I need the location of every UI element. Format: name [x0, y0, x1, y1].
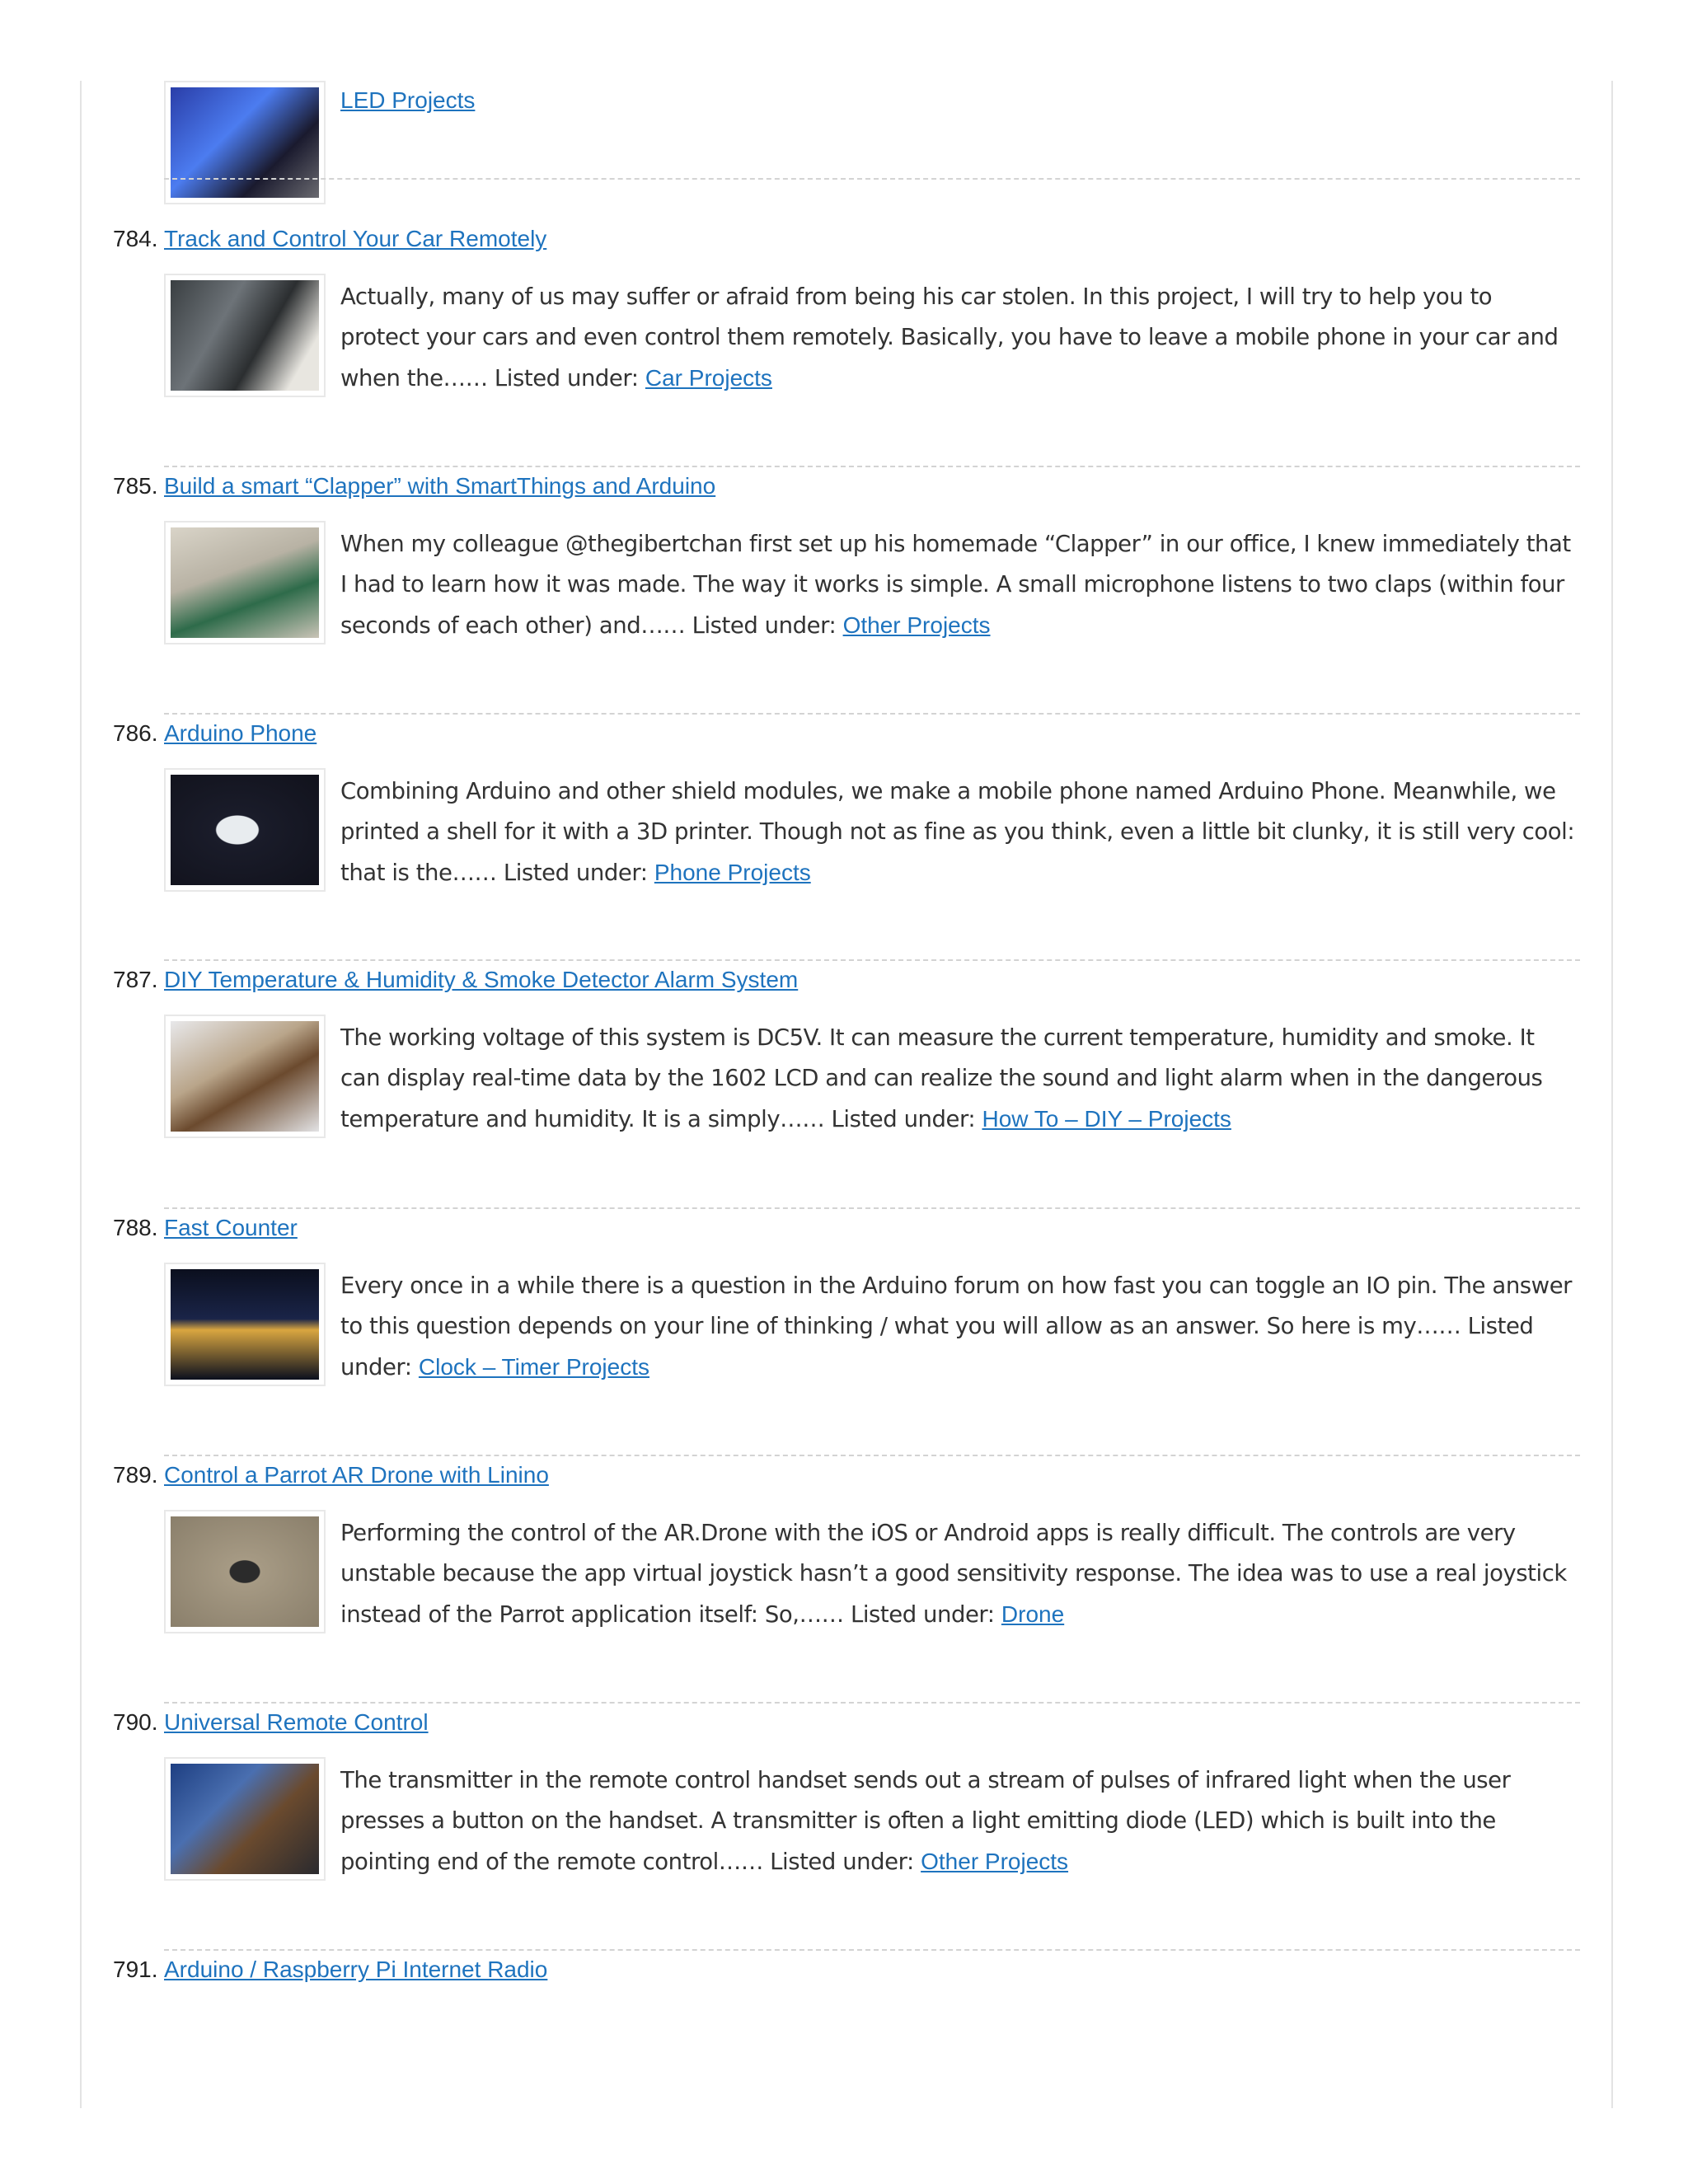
- thumbnail-image: [171, 1516, 319, 1627]
- led-projects-thumbnail[interactable]: [164, 81, 326, 204]
- entry-heading: [113, 1955, 547, 1985]
- entry-number: 786.: [113, 720, 158, 746]
- entry-title-link[interactable]: DIY Temperature & Humidity & Smoke Detector Alarm System: [164, 967, 799, 992]
- thumbnail-image: [171, 280, 319, 391]
- thumbnail-image: [171, 1764, 319, 1874]
- entry-number: 788.: [113, 1215, 158, 1240]
- entry-number: 790.: [113, 1709, 158, 1735]
- thumbnail-image: [171, 775, 319, 885]
- entry-description: Actually, many of us may suffer or afraid from being his car stolen. In this project, I will try to help you to protect your cars and even control them remotely. Basically, you have to leave a mobile phone in your car and when the…… Listed under: Car Projects: [340, 284, 1559, 391]
- entry-thumbnail[interactable]: [164, 1263, 326, 1386]
- project-list: [113, 0, 1580, 2184]
- entry-separator: [164, 1702, 1580, 1704]
- entry-thumbnail[interactable]: [164, 1510, 326, 1633]
- category-link[interactable]: Phone Projects: [654, 860, 811, 885]
- category-link[interactable]: Drone: [1001, 1601, 1065, 1627]
- entry-title-link[interactable]: Build a smart “Clapper” with SmartThings and Arduino: [164, 473, 716, 499]
- thumbnail-image: [171, 527, 319, 638]
- category-link[interactable]: How To – DIY – Projects: [982, 1106, 1231, 1132]
- entry-title-link[interactable]: Arduino Phone: [164, 720, 317, 746]
- entry-separator: [164, 713, 1580, 715]
- entry-thumbnail[interactable]: [164, 274, 326, 397]
- entry-heading: [113, 965, 798, 995]
- entry-thumbnail[interactable]: [164, 1757, 326, 1881]
- category-link[interactable]: Clock – Timer Projects: [418, 1354, 649, 1380]
- entry-heading: [113, 1213, 298, 1243]
- entry-separator: [164, 1455, 1580, 1456]
- entry-number: 784.: [113, 226, 158, 251]
- thumbnail-image: [171, 1269, 319, 1380]
- entry-title-link[interactable]: Control a Parrot AR Drone with Linino: [164, 1462, 549, 1488]
- entry-separator: [164, 959, 1580, 961]
- entry-description: Combining Arduino and other shield modules, we make a mobile phone named Arduino Phone. Meanwhile, we printed a shell for it with a 3D printer. Though not as fine as you think, even a little bit clunky, it is still very cool: that is the…… Listed under: Phone Projects: [340, 778, 1575, 886]
- entry-number: 789.: [113, 1462, 158, 1488]
- entry-description: Performing the control of the AR.Drone with the iOS or Android apps is really difficult. The controls are very unstable because the app virtual joystick hasn’t a good sensitivity response. The idea was to use a real joystick instead of the Parrot application itself: So,…… Listed under: Drone: [340, 1520, 1567, 1628]
- category-link[interactable]: Other Projects: [921, 1849, 1069, 1874]
- entry-title-link[interactable]: Fast Counter: [164, 1215, 298, 1240]
- entry-heading: [113, 1460, 549, 1490]
- thumbnail-image: [171, 87, 319, 198]
- category-link[interactable]: Other Projects: [842, 612, 991, 638]
- entry-title-link[interactable]: Track and Control Your Car Remotely: [164, 226, 547, 251]
- entry-thumbnail[interactable]: [164, 1015, 326, 1138]
- entry-number: 785.: [113, 473, 158, 499]
- thumbnail-image: [171, 1021, 319, 1132]
- category-link[interactable]: Car Projects: [645, 365, 772, 391]
- entry-description: The working voltage of this system is DC5V. It can measure the current temperature, humidity and smoke. It can display real-time data by the 1602 LCD and can realize the sound and light alarm when in the dangerous temperature and humidity. It is a simply…… Listed under: How To – DIY – Projects: [340, 1024, 1543, 1132]
- entry-number: 791.: [113, 1957, 158, 1982]
- entry-title-link[interactable]: Universal Remote Control: [164, 1709, 429, 1735]
- entry-separator: [164, 466, 1580, 467]
- entry-description: Every once in a while there is a question in the Arduino forum on how fast you can toggle an IO pin. The answer to this question depends on your line of thinking / what you will allow as an answer. So here is my…… Listed under: Clock – Timer Projects: [340, 1272, 1573, 1380]
- entry-thumbnail[interactable]: [164, 521, 326, 644]
- entry-title-link[interactable]: Arduino / Raspberry Pi Internet Radio: [164, 1957, 548, 1982]
- entry-thumbnail[interactable]: [164, 768, 326, 892]
- entry-separator: [164, 1207, 1580, 1209]
- entry-heading: [113, 224, 546, 254]
- entry-description: When my colleague @thegibertchan first set up his homemade “Clapper” in our office, I knew immediately that I had to learn how it was made. The way it works is simple. A small microphone listens to two claps (within four seconds of each other) and…… Listed under: Other Projects: [340, 531, 1571, 639]
- entry-heading: [113, 471, 715, 501]
- entry-description: The transmitter in the remote control handset sends out a stream of pulses of infrared light when the user presses a button on the handset. A transmitter is often a light emitting diode (LED) which is built into the pointing end of the remote control…… Listed under: Other Projects: [340, 1767, 1511, 1875]
- entry-separator: [164, 1949, 1580, 1951]
- entry-separator: [164, 178, 1580, 180]
- category-link-led-projects[interactable]: LED Projects: [340, 87, 476, 113]
- entry-heading: [113, 719, 316, 748]
- entry-heading: [113, 1708, 429, 1737]
- entry-number: 787.: [113, 967, 158, 992]
